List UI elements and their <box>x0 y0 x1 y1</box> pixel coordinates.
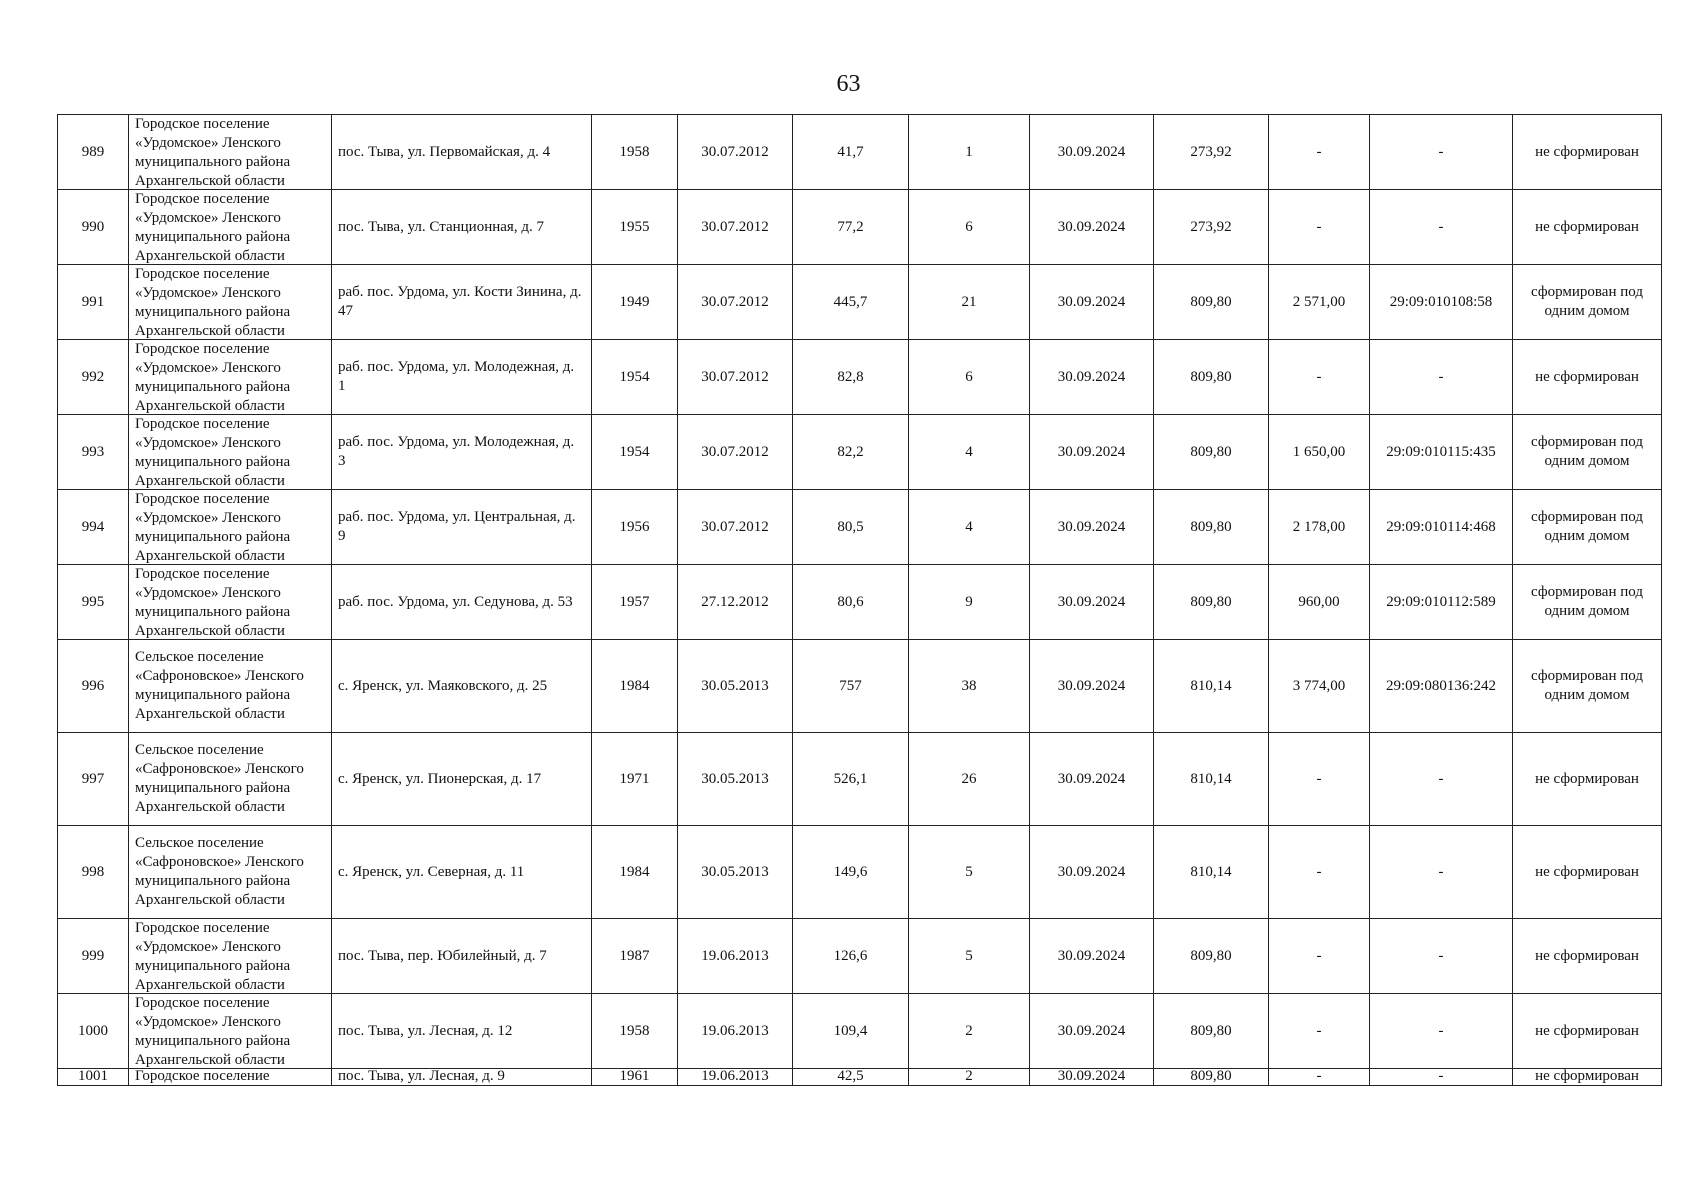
municipality-text: Сельское поселение «Сафроновское» Ленского муниципального района Архангельской области <box>135 742 304 815</box>
address-cell: пос. Тыва, ул. Лесная, д. 12 <box>332 994 592 1069</box>
residents-cell: 9 <box>909 565 1030 640</box>
recognition-date-cell: 30.07.2012 <box>678 265 793 340</box>
recognition-date-cell: 19.06.2013 <box>678 994 793 1069</box>
municipality-cell <box>129 490 332 565</box>
build-year-cell: 1987 <box>592 919 678 994</box>
price-cell: 809,80 <box>1154 1069 1269 1086</box>
cadastral-number-cell: 29:09:080136:242 <box>1370 640 1513 733</box>
address-cell: с. Яренск, ул. Маяковского, д. 25 <box>332 640 592 733</box>
row-number: 999 <box>58 919 129 994</box>
residents-cell: 5 <box>909 826 1030 919</box>
build-year-cell: 1958 <box>592 115 678 190</box>
resettlement-date-cell: 30.09.2024 <box>1030 490 1154 565</box>
resettlement-date-cell: 30.09.2024 <box>1030 565 1154 640</box>
land-area-cell: - <box>1269 340 1370 415</box>
land-area-cell: - <box>1269 733 1370 826</box>
cadastral-number-cell: - <box>1370 1069 1513 1086</box>
area-cell: 42,5 <box>793 1069 909 1086</box>
cadastral-number-cell: 29:09:010108:58 <box>1370 265 1513 340</box>
area-cell: 77,2 <box>793 190 909 265</box>
municipality-cell <box>129 826 332 919</box>
resettlement-date-cell: 30.09.2024 <box>1030 733 1154 826</box>
build-year-cell: 1956 <box>592 490 678 565</box>
price-cell: 810,14 <box>1154 826 1269 919</box>
resettlement-date-cell: 30.09.2024 <box>1030 265 1154 340</box>
recognition-date-cell: 30.07.2012 <box>678 190 793 265</box>
table-body <box>58 115 1662 1086</box>
address-cell: раб. пос. Урдома, ул. Молодежная, д. 3 <box>332 415 592 490</box>
row-number: 1000 <box>58 994 129 1069</box>
address-cell: пос. Тыва, ул. Станционная, д. 7 <box>332 190 592 265</box>
residents-cell: 5 <box>909 919 1030 994</box>
residents-cell: 6 <box>909 190 1030 265</box>
land-status-cell: не сформирован <box>1513 733 1662 826</box>
table-row <box>58 565 1662 640</box>
land-status-cell: не сформирован <box>1513 340 1662 415</box>
build-year-cell: 1954 <box>592 340 678 415</box>
price-cell: 809,80 <box>1154 919 1269 994</box>
cadastral-number-cell: 29:09:010114:468 <box>1370 490 1513 565</box>
address-cell: с. Яренск, ул. Пионерская, д. 17 <box>332 733 592 826</box>
land-area-cell: - <box>1269 919 1370 994</box>
table-row <box>58 340 1662 415</box>
municipality-cell <box>129 919 332 994</box>
land-status-cell: сформирован под одним домом <box>1513 565 1662 640</box>
price-cell: 809,80 <box>1154 490 1269 565</box>
build-year-cell: 1984 <box>592 640 678 733</box>
build-year-cell: 1984 <box>592 826 678 919</box>
land-status-cell: сформирован под одним домом <box>1513 265 1662 340</box>
build-year-cell: 1954 <box>592 415 678 490</box>
row-number: 996 <box>58 640 129 733</box>
municipality-cell <box>129 340 332 415</box>
resettlement-date-cell: 30.09.2024 <box>1030 1069 1154 1086</box>
recognition-date-cell: 30.05.2013 <box>678 826 793 919</box>
build-year-cell: 1955 <box>592 190 678 265</box>
cadastral-number-cell: 29:09:010115:435 <box>1370 415 1513 490</box>
resettlement-date-cell: 30.09.2024 <box>1030 190 1154 265</box>
table-row <box>58 1069 1662 1086</box>
table-row <box>58 490 1662 565</box>
area-cell: 149,6 <box>793 826 909 919</box>
row-number: 1001 <box>58 1069 129 1086</box>
residents-cell: 2 <box>909 1069 1030 1086</box>
row-number: 992 <box>58 340 129 415</box>
municipality-text: Городское поселение <box>135 1069 270 1083</box>
municipality-text: Сельское поселение «Сафроновское» Ленского муниципального района Архангельской области <box>135 649 304 722</box>
land-area-cell: - <box>1269 1069 1370 1086</box>
area-cell: 41,7 <box>793 115 909 190</box>
address-cell: пос. Тыва, пер. Юбилейный, д. 7 <box>332 919 592 994</box>
municipality-cell <box>129 265 332 340</box>
residents-cell: 6 <box>909 340 1030 415</box>
price-cell: 809,80 <box>1154 265 1269 340</box>
municipality-text: Городское поселение «Урдомское» Ленского муниципального района Архангельской области <box>135 491 291 564</box>
address-cell: пос. Тыва, ул. Лесная, д. 9 <box>332 1069 592 1086</box>
residents-cell: 26 <box>909 733 1030 826</box>
table-row <box>58 115 1662 190</box>
build-year-cell: 1949 <box>592 265 678 340</box>
land-area-cell: 960,00 <box>1269 565 1370 640</box>
recognition-date-cell: 19.06.2013 <box>678 1069 793 1086</box>
municipality-cell <box>129 640 332 733</box>
price-cell: 810,14 <box>1154 733 1269 826</box>
table-row <box>58 994 1662 1069</box>
area-cell: 80,6 <box>793 565 909 640</box>
table-row <box>58 190 1662 265</box>
resettlement-date-cell: 30.09.2024 <box>1030 340 1154 415</box>
land-status-cell: сформирован под одним домом <box>1513 640 1662 733</box>
municipality-text: Городское поселение «Урдомское» Ленского муниципального района Архангельской области <box>135 266 291 339</box>
land-status-cell: не сформирован <box>1513 190 1662 265</box>
cadastral-number-cell: - <box>1370 919 1513 994</box>
row-number: 998 <box>58 826 129 919</box>
cadastral-number-cell: - <box>1370 340 1513 415</box>
cadastral-number-cell: - <box>1370 826 1513 919</box>
municipality-cell <box>129 733 332 826</box>
row-number: 990 <box>58 190 129 265</box>
row-number: 995 <box>58 565 129 640</box>
land-status-cell: не сформирован <box>1513 115 1662 190</box>
recognition-date-cell: 19.06.2013 <box>678 919 793 994</box>
cadastral-number-cell: 29:09:010112:589 <box>1370 565 1513 640</box>
municipality-cell <box>129 115 332 190</box>
resettlement-date-cell: 30.09.2024 <box>1030 919 1154 994</box>
area-cell: 82,2 <box>793 415 909 490</box>
recognition-date-cell: 30.07.2012 <box>678 115 793 190</box>
residents-cell: 38 <box>909 640 1030 733</box>
table-row <box>58 919 1662 994</box>
build-year-cell: 1957 <box>592 565 678 640</box>
residents-cell: 1 <box>909 115 1030 190</box>
address-cell: с. Яренск, ул. Северная, д. 11 <box>332 826 592 919</box>
land-area-cell: 2 178,00 <box>1269 490 1370 565</box>
municipality-text: Городское поселение «Урдомское» Ленского муниципального района Архангельской области <box>135 116 291 189</box>
residents-cell: 4 <box>909 490 1030 565</box>
resettlement-date-cell: 30.09.2024 <box>1030 115 1154 190</box>
price-cell: 810,14 <box>1154 640 1269 733</box>
municipality-cell <box>129 415 332 490</box>
land-area-cell: 3 774,00 <box>1269 640 1370 733</box>
area-cell: 82,8 <box>793 340 909 415</box>
price-cell: 809,80 <box>1154 415 1269 490</box>
address-cell: раб. пос. Урдома, ул. Молодежная, д. 1 <box>332 340 592 415</box>
resettlement-date-cell: 30.09.2024 <box>1030 994 1154 1069</box>
row-number: 989 <box>58 115 129 190</box>
residents-cell: 2 <box>909 994 1030 1069</box>
recognition-date-cell: 30.05.2013 <box>678 640 793 733</box>
resettlement-date-cell: 30.09.2024 <box>1030 826 1154 919</box>
area-cell: 526,1 <box>793 733 909 826</box>
cadastral-number-cell: - <box>1370 190 1513 265</box>
page-number: 63 <box>836 71 861 97</box>
area-cell: 445,7 <box>793 265 909 340</box>
cadastral-number-cell: - <box>1370 115 1513 190</box>
residents-cell: 21 <box>909 265 1030 340</box>
municipality-text: Городское поселение «Урдомское» Ленского муниципального района Архангельской области <box>135 416 291 489</box>
price-cell: 809,80 <box>1154 994 1269 1069</box>
housing-registry-table <box>57 114 1662 1086</box>
municipality-cell <box>129 565 332 640</box>
land-status-cell: не сформирован <box>1513 1069 1662 1086</box>
row-number: 991 <box>58 265 129 340</box>
land-area-cell: 1 650,00 <box>1269 415 1370 490</box>
municipality-text: Городское поселение «Урдомское» Ленского муниципального района Архангельской области <box>135 191 291 264</box>
build-year-cell: 1961 <box>592 1069 678 1086</box>
table-row <box>58 640 1662 733</box>
municipality-text: Городское поселение «Урдомское» Ленского муниципального района Архангельской области <box>135 566 291 639</box>
recognition-date-cell: 30.07.2012 <box>678 340 793 415</box>
municipality-cell <box>129 994 332 1069</box>
price-cell: 273,92 <box>1154 115 1269 190</box>
land-area-cell: - <box>1269 994 1370 1069</box>
land-status-cell: сформирован под одним домом <box>1513 490 1662 565</box>
municipality-text: Городское поселение «Урдомское» Ленского муниципального района Архангельской области <box>135 920 291 993</box>
cadastral-number-cell: - <box>1370 994 1513 1069</box>
residents-cell: 4 <box>909 415 1030 490</box>
land-area-cell: - <box>1269 190 1370 265</box>
row-number: 997 <box>58 733 129 826</box>
municipality-text: Городское поселение «Урдомское» Ленского муниципального района Архангельской области <box>135 995 291 1068</box>
area-cell: 757 <box>793 640 909 733</box>
municipality-cell <box>129 1069 332 1086</box>
area-cell: 109,4 <box>793 994 909 1069</box>
build-year-cell: 1958 <box>592 994 678 1069</box>
resettlement-date-cell: 30.09.2024 <box>1030 640 1154 733</box>
land-area-cell: 2 571,00 <box>1269 265 1370 340</box>
land-status-cell: не сформирован <box>1513 826 1662 919</box>
recognition-date-cell: 30.07.2012 <box>678 415 793 490</box>
address-cell: раб. пос. Урдома, ул. Кости Зинина, д. 47 <box>332 265 592 340</box>
cadastral-number-cell: - <box>1370 733 1513 826</box>
land-area-cell: - <box>1269 826 1370 919</box>
price-cell: 273,92 <box>1154 190 1269 265</box>
municipality-text: Сельское поселение «Сафроновское» Ленского муниципального района Архангельской области <box>135 835 304 908</box>
table-row <box>58 265 1662 340</box>
row-number: 994 <box>58 490 129 565</box>
municipality-text: Городское поселение «Урдомское» Ленского муниципального района Архангельской области <box>135 341 291 414</box>
build-year-cell: 1971 <box>592 733 678 826</box>
price-cell: 809,80 <box>1154 565 1269 640</box>
land-status-cell: сформирован под одним домом <box>1513 415 1662 490</box>
resettlement-date-cell: 30.09.2024 <box>1030 415 1154 490</box>
land-status-cell: не сформирован <box>1513 919 1662 994</box>
table-row <box>58 826 1662 919</box>
recognition-date-cell: 27.12.2012 <box>678 565 793 640</box>
recognition-date-cell: 30.07.2012 <box>678 490 793 565</box>
table-row <box>58 415 1662 490</box>
address-cell: раб. пос. Урдома, ул. Центральная, д. 9 <box>332 490 592 565</box>
row-number: 993 <box>58 415 129 490</box>
land-area-cell: - <box>1269 115 1370 190</box>
municipality-cell <box>129 190 332 265</box>
address-cell: раб. пос. Урдома, ул. Седунова, д. 53 <box>332 565 592 640</box>
address-cell: пос. Тыва, ул. Первомайская, д. 4 <box>332 115 592 190</box>
area-cell: 126,6 <box>793 919 909 994</box>
land-status-cell: не сформирован <box>1513 994 1662 1069</box>
price-cell: 809,80 <box>1154 340 1269 415</box>
area-cell: 80,5 <box>793 490 909 565</box>
recognition-date-cell: 30.05.2013 <box>678 733 793 826</box>
table-row <box>58 733 1662 826</box>
